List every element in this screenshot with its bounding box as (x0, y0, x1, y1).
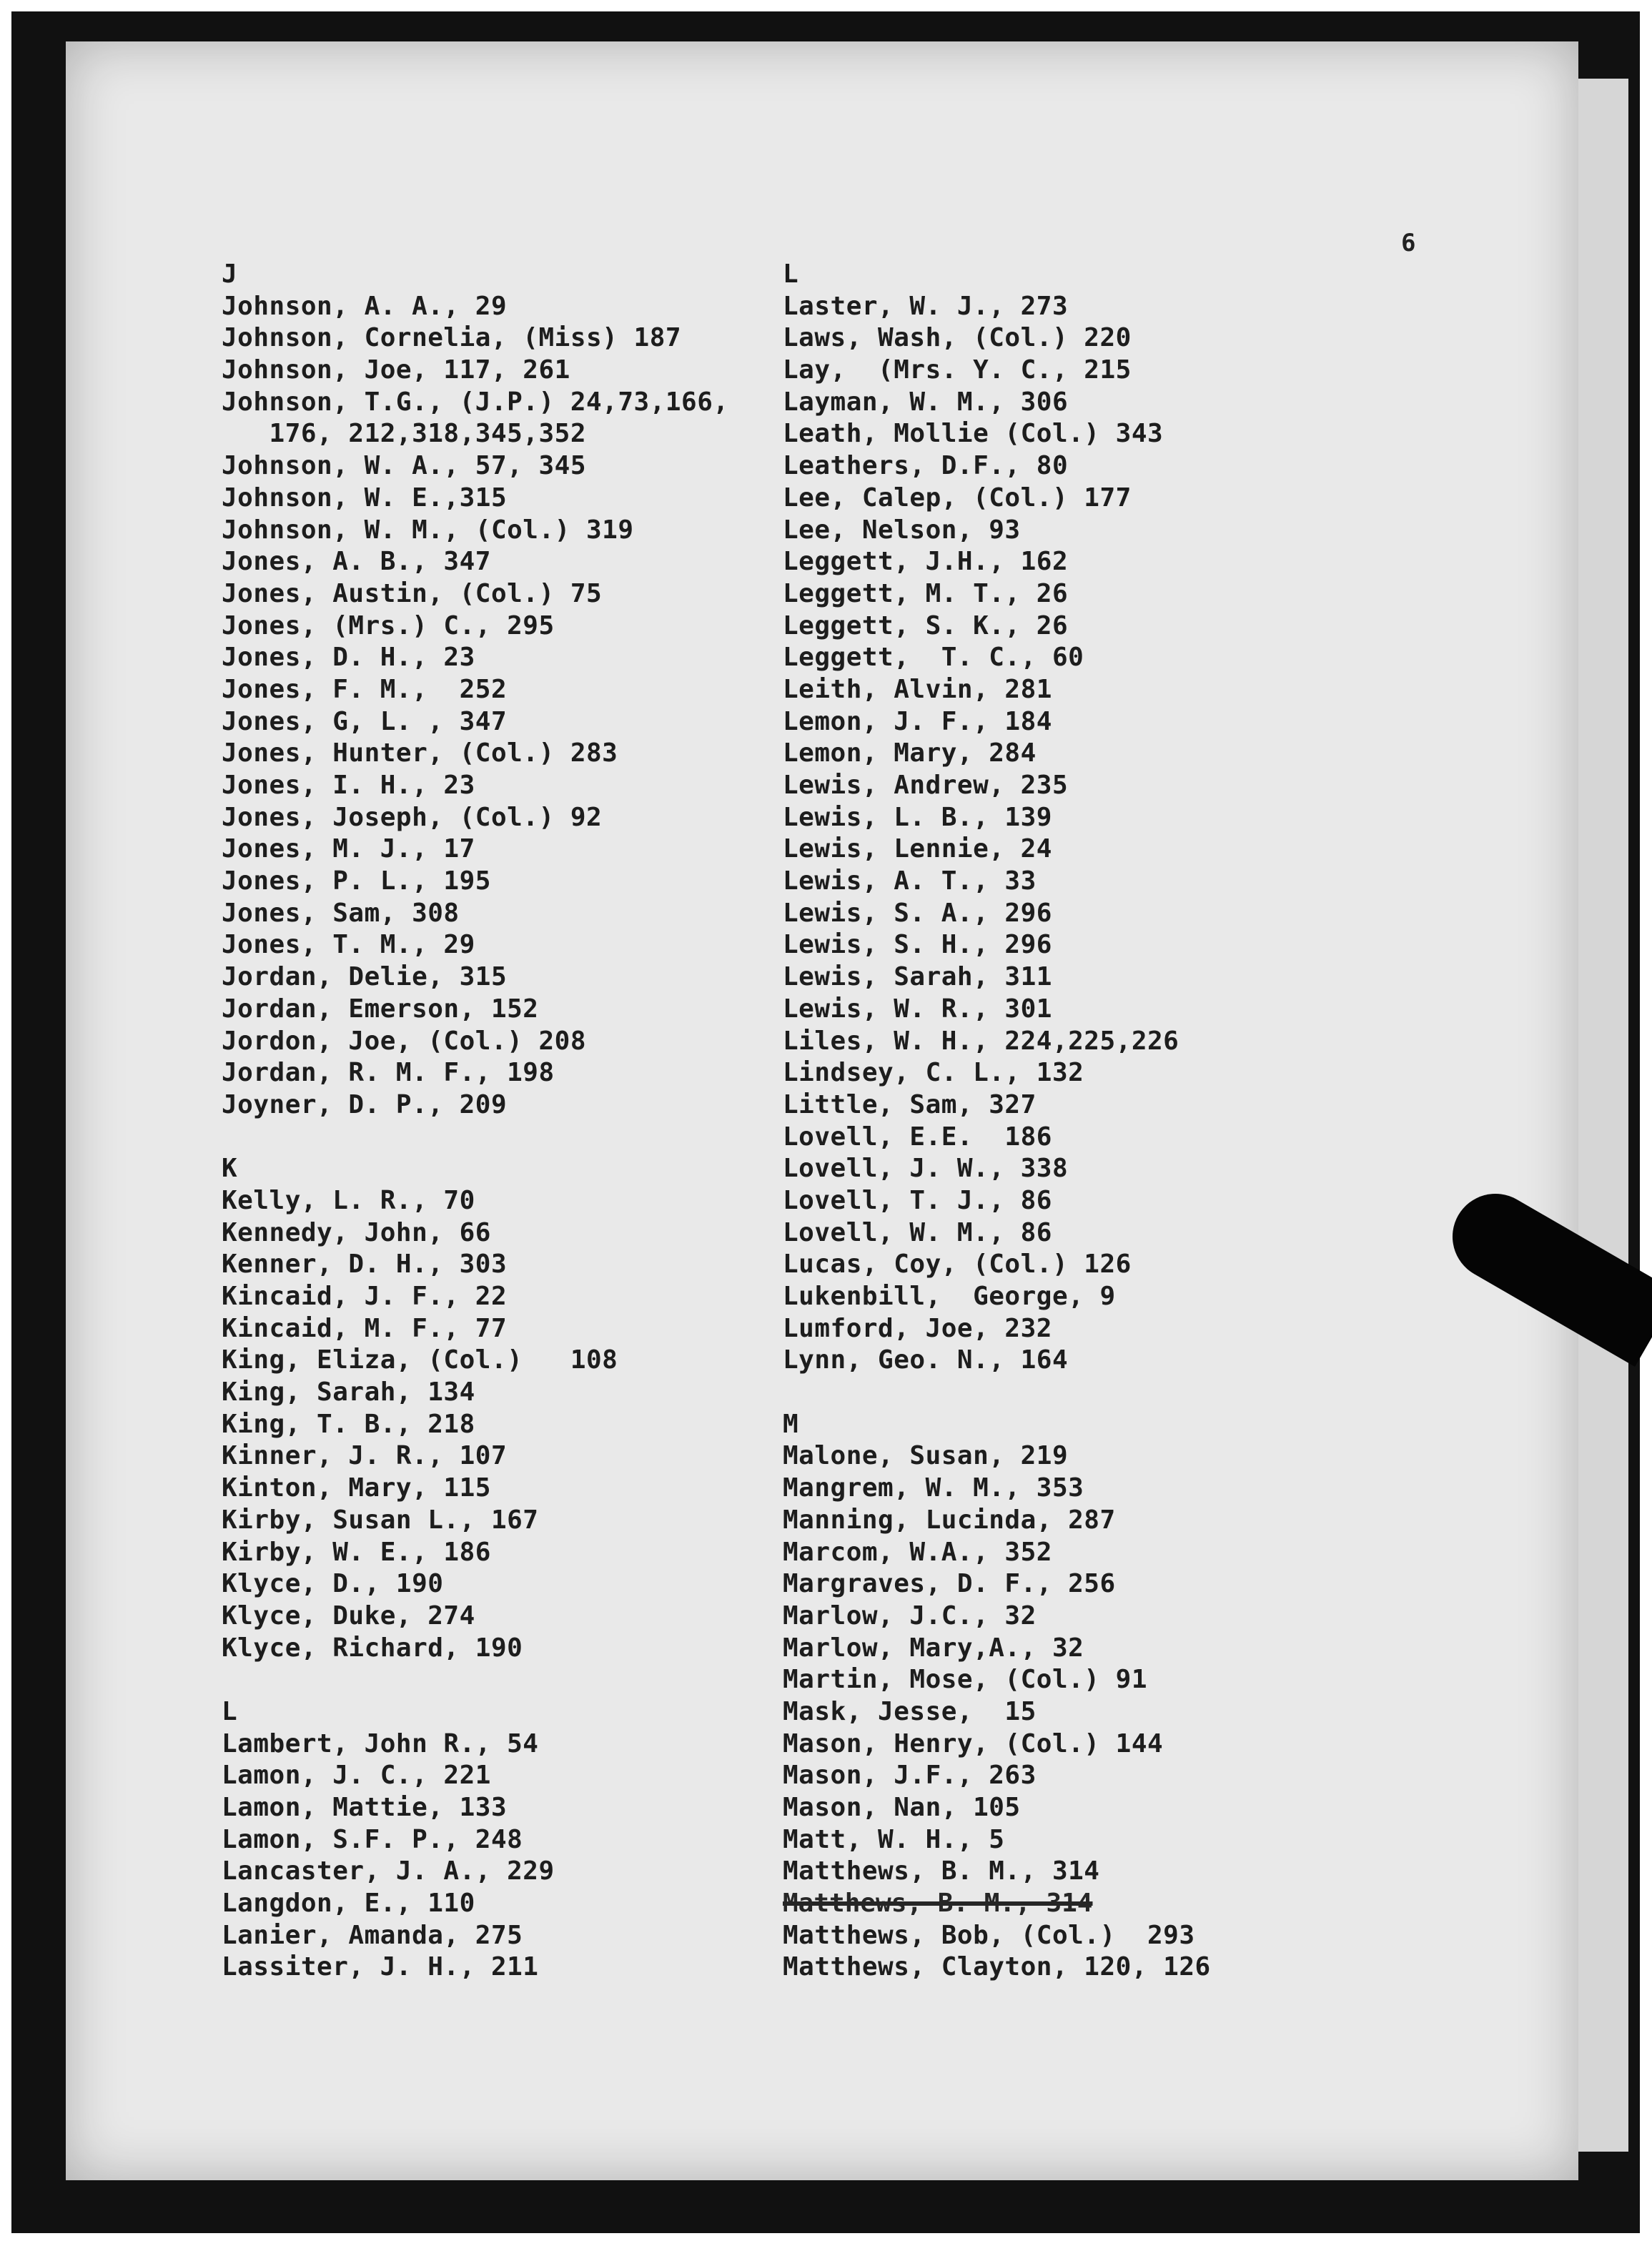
index-entry: Klyce, Duke, 274 (222, 1601, 475, 1631)
index-entry: Lay, (Mrs. Y. C., 215 (783, 355, 1132, 385)
index-entry: Lovell, T. J., 86 (783, 1185, 1052, 1215)
index-entry: King, T. B., 218 (222, 1409, 475, 1439)
index-entry: Jones, A. B., 347 (222, 547, 491, 577)
section-gap (222, 1122, 851, 1154)
index-entry: Marlow, Mary,A., 32 (783, 1633, 1084, 1663)
section-letter-heading: L (783, 259, 798, 289)
index-entry: Klyce, D., 190 (222, 1569, 444, 1599)
index-entry: Lovell, W. M., 86 (783, 1217, 1052, 1247)
index-entry: Lewis, A. T., 33 (783, 866, 1037, 896)
index-entry: Kirby, Susan L., 167 (222, 1505, 539, 1535)
index-entry: Lynn, Geo. N., 164 (783, 1345, 1069, 1375)
index-entry: Jones, (Mrs.) C., 295 (222, 610, 555, 640)
index-entry: Kirby, W. E., 186 (222, 1537, 491, 1567)
index-entry: Lassiter, J. H., 211 (222, 1952, 539, 1982)
index-entry: Matthews, Clayton, 120, 126 (783, 1952, 1211, 1982)
index-entry: Johnson, A. A., 29 (222, 291, 508, 321)
index-entry: Johnson, Cornelia, (Miss) 187 (222, 323, 682, 353)
index-entry: Mask, Jesse, 15 (783, 1696, 1037, 1726)
index-entry: Lamon, S.F. P., 248 (222, 1824, 523, 1854)
index-entry: Leith, Alvin, 281 (783, 674, 1052, 704)
index-entry: Leathers, D.F., 80 (783, 451, 1069, 481)
index-entry: Lancaster, J. A., 229 (222, 1856, 555, 1886)
index-entry: Lemon, Mary, 284 (783, 738, 1037, 768)
index-entry: Joyner, D. P., 209 (222, 1089, 508, 1119)
index-entry: Lukenbill, George, 9 (783, 1282, 1116, 1311)
index-entry: Jones, M. J., 17 (222, 834, 475, 864)
index-entry: Margraves, D. F., 256 (783, 1569, 1116, 1599)
index-entry: Jones, D. H., 23 (222, 643, 475, 673)
index-entry: Johnson, Joe, 117, 261 (222, 355, 570, 385)
index-entry: Lumford, Joe, 232 (783, 1313, 1052, 1343)
index-entry: Kelly, L. R., 70 (222, 1185, 475, 1215)
index-entry: Lewis, L. B., 139 (783, 802, 1052, 832)
section-gap (783, 1377, 1412, 1409)
index-entry: Jones, P. L., 195 (222, 866, 491, 896)
index-entry: Lovell, J. W., 338 (783, 1154, 1069, 1184)
index-entry: Kincaid, M. F., 77 (222, 1313, 508, 1343)
index-entry: Kennedy, John, 66 (222, 1217, 491, 1247)
index-entry: King, Eliza, (Col.) 108 (222, 1345, 618, 1375)
index-entry: Johnson, T.G., (J.P.) 24,73,166, (222, 387, 729, 417)
index-entry: Kinton, Mary, 115 (222, 1473, 491, 1503)
index-entry: Klyce, Richard, 190 (222, 1633, 523, 1663)
index-entry: Laws, Wash, (Col.) 220 (783, 323, 1132, 353)
index-entry: King, Sarah, 134 (222, 1377, 475, 1408)
section-letter-heading: M (783, 1409, 798, 1439)
index-entry: Jordon, Joe, (Col.) 208 (222, 1026, 586, 1056)
index-entry: Leggett, J.H., 162 (783, 547, 1069, 577)
right-index-column (783, 259, 1412, 1984)
index-entry: Lovell, E.E. 186 (783, 1122, 1052, 1152)
index-entry: Malone, Susan, 219 (783, 1441, 1069, 1471)
index-entry: Laster, W. J., 273 (783, 291, 1069, 321)
index-entry: Lewis, S. A., 296 (783, 898, 1052, 928)
index-entry: Jordan, R. M. F., 198 (222, 1058, 555, 1088)
index-entry: Jordan, Delie, 315 (222, 962, 508, 992)
index-entry: Lewis, Andrew, 235 (783, 771, 1069, 800)
index-entry: Langdon, E., 110 (222, 1889, 475, 1919)
index-entry: Jordan, Emerson, 152 (222, 994, 539, 1024)
index-entry: Lambert, John R., 54 (222, 1728, 539, 1758)
index-entry: Lamon, J. C., 221 (222, 1761, 491, 1791)
page-edge (1578, 79, 1628, 2152)
index-entry: Liles, W. H., 224,225,226 (783, 1026, 1179, 1056)
index-entry: Lemon, J. F., 184 (783, 706, 1052, 736)
index-entry: Jones, Joseph, (Col.) 92 (222, 802, 603, 832)
index-entry: Lindsey, C. L., 132 (783, 1058, 1084, 1088)
section-letter-heading: L (222, 1696, 237, 1726)
index-entry: Lanier, Amanda, 275 (222, 1920, 523, 1950)
index-entry: Leggett, S. K., 26 (783, 610, 1069, 640)
index-entry: Leath, Mollie (Col.) 343 (783, 419, 1164, 449)
struck-index-entry: Matthews, B. M., 314 (783, 1889, 1093, 1919)
index-entry: Lee, Nelson, 93 (783, 515, 1021, 545)
section-letter-heading: K (222, 1154, 237, 1184)
index-entry: Layman, W. M., 306 (783, 387, 1069, 417)
index-entry: Lewis, Lennie, 24 (783, 834, 1052, 864)
index-entry: Jones, Hunter, (Col.) 283 (222, 738, 618, 768)
index-entry: Mason, Nan, 105 (783, 1793, 1021, 1822)
index-entry: Kinner, J. R., 107 (222, 1441, 508, 1471)
index-entry: Jones, I. H., 23 (222, 771, 475, 800)
index-entry: Lewis, W. R., 301 (783, 994, 1052, 1024)
index-entry: Matt, W. H., 5 (783, 1824, 1005, 1854)
index-entry: Leggett, M. T., 26 (783, 578, 1069, 608)
index-entry: Leggett, T. C., 60 (783, 643, 1084, 673)
index-entry: Martin, Mose, (Col.) 91 (783, 1665, 1147, 1695)
index-entry: Johnson, W. A., 57, 345 (222, 451, 586, 481)
index-entry: Lee, Calep, (Col.) 177 (783, 483, 1132, 513)
index-entry: Mason, J.F., 263 (783, 1761, 1037, 1791)
index-entry: Lucas, Coy, (Col.) 126 (783, 1250, 1132, 1280)
index-entry: Mangrem, W. M., 353 (783, 1473, 1084, 1503)
index-entry: 176, 212,318,345,352 (222, 419, 586, 449)
index-entry: Matthews, Bob, (Col.) 293 (783, 1920, 1195, 1950)
page-number: 6 (1401, 229, 1416, 257)
index-entry: Kenner, D. H., 303 (222, 1250, 508, 1280)
index-entry: Jones, Sam, 308 (222, 898, 460, 928)
index-entry: Jones, T. M., 29 (222, 930, 475, 960)
section-letter-heading: J (222, 259, 237, 289)
index-entry: Jones, Austin, (Col.) 75 (222, 578, 603, 608)
index-entry: Johnson, W. M., (Col.) 319 (222, 515, 634, 545)
index-entry: Little, Sam, 327 (783, 1089, 1037, 1119)
index-entry: Marcom, W.A., 352 (783, 1537, 1052, 1567)
index-entry: Lewis, Sarah, 311 (783, 962, 1052, 992)
index-entry: Marlow, J.C., 32 (783, 1601, 1037, 1631)
index-entry: Jones, F. M., 252 (222, 674, 508, 704)
index-entry: Mason, Henry, (Col.) 144 (783, 1728, 1164, 1758)
index-entry: Johnson, W. E.,315 (222, 483, 508, 513)
left-index-column (222, 259, 851, 1984)
index-entry: Jones, G, L. , 347 (222, 706, 508, 736)
index-entry: Kincaid, J. F., 22 (222, 1282, 508, 1311)
section-gap (222, 1664, 851, 1696)
index-entry: Lamon, Mattie, 133 (222, 1793, 508, 1822)
index-entry: Matthews, B. M., 314 (783, 1856, 1100, 1886)
index-entry: Lewis, S. H., 296 (783, 930, 1052, 960)
index-entry: Manning, Lucinda, 287 (783, 1505, 1116, 1535)
